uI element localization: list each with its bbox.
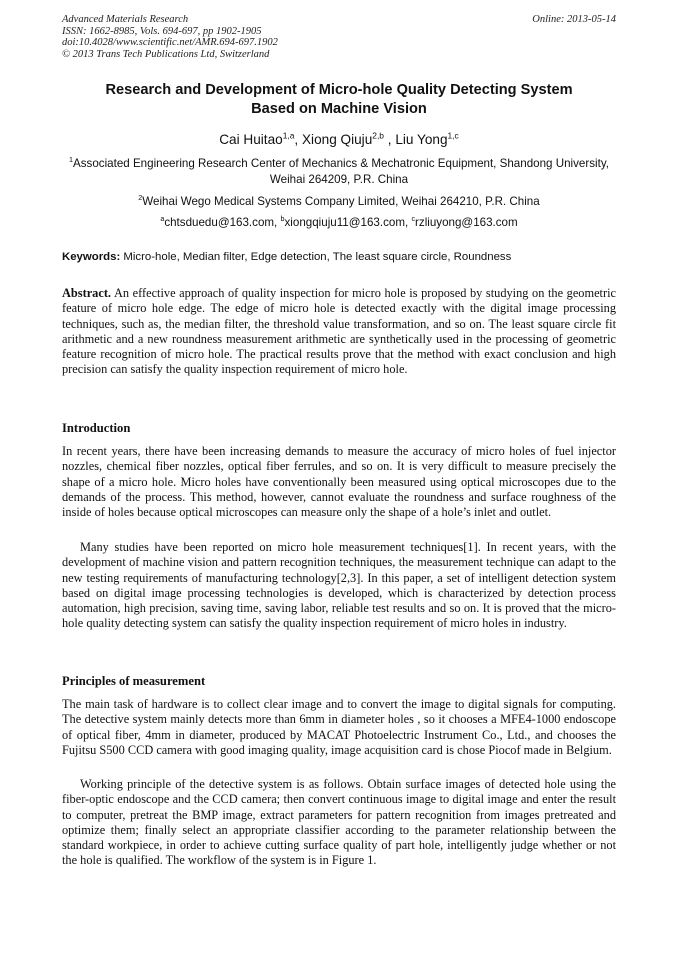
author-1: Cai Huitao [219, 132, 283, 147]
affiliation-2 [62, 194, 616, 210]
journal-name: Advanced Materials Research [62, 14, 189, 25]
author-separator: , [383, 132, 396, 147]
principles-heading: Principles of measurement [62, 674, 206, 688]
email-a: chtsduedu@163.com, [164, 216, 281, 229]
introduction-paragraph-2: Many studies have been reported on micro hole measurement techniques[1]. In recent years, with the development of machine vision and pattern recognition techniques, the measurement technique can adapt to the new testing requirements of manufacturing technology[2,3]. In this paper, a set of intelligent detection system based on digital image processing technologies is developed, which is characterized by detection process automation, high precision, saving time, saving labor, reliable test results and so on. It is proved that the micro-hole quality detecting system can satisfy the quality inspection requirement of micro holes in industry. [62, 540, 616, 631]
principles-paragraph-1: The main task of hardware is to collect clear image and to convert the image to digital signals for computing. The detective system mainly detects more than 6mm in diameter holes , so it chooses a MFE4-1000 endoscope of optical fiber, 4mm in diameter, produced by MACAT Photoelectric Instrument Co., Ltd., and chooses the Fujitsu S500 CCD camera with good imaging quality, image acquisition card is chose Piocof made in Belgium. [62, 697, 616, 757]
affiliation-1-text: Associated Engineering Research Center of Mechanics & Mechatronic Equipment, Shandong University, Weihai 264209, P.R. China [73, 157, 609, 186]
abstract [62, 286, 616, 378]
author-2: Xiong Qiuju [301, 132, 373, 147]
copyright-line: © 2013 Trans Tech Publications Ltd, Switzerland [62, 48, 270, 60]
email-c: rzliuyong@163.com [415, 216, 518, 229]
author-3-mark: 1,c [447, 130, 459, 141]
affiliation-2-text: Weihai Wego Medical Systems Company Limited, Weihai 264210, P.R. China [142, 195, 540, 208]
abstract-text: An effective approach of quality inspection for micro hole is proposed by studying on the geometric feature of micro hole edge. The edge of micro hole is detected exactly with the digital image processing techniques, such as, the median filter, the threshold value transformation, and so on. The least square circle fit arithmetic and a new roundness measurement arithmetic are synthetically used in the processing of geometric feature recognition of micro hole. The practical results prove that the method with exact conclusion and high precision can satisfy the quality inspection requirement of micro hole. [62, 286, 616, 377]
email-b-mark: b [280, 214, 285, 224]
affiliation-1-mark: 1 [69, 155, 74, 165]
keywords-label: Keywords: [62, 251, 121, 263]
title-line-2: Based on Machine Vision [251, 101, 427, 117]
abstract-label: Abstract. [62, 286, 112, 300]
affiliation-2-mark: 2 [138, 193, 143, 203]
author-1-mark: 1,a [282, 130, 295, 141]
email-c-mark: c [411, 214, 416, 224]
author-list [62, 131, 616, 149]
issn-line: ISSN: 1662-8985, Vols. 694-697, pp 1902-1905 [62, 25, 262, 37]
email-a-mark: a [160, 214, 165, 224]
keywords-text: Micro-hole, Median filter, Edge detection, The least square circle, Roundness [120, 251, 512, 263]
principles-paragraph-2: Working principle of the detective system is as follows. Obtain surface images of detected hole using the fiber-optic endoscope and the CCD camera; then convert continuous image to digital image and enter the result to computer, pretreat the BMP image, extract parameters for pattern recognition from images pretreated and optimize them; finally select an appropriate classifier according to the parameter relationship between the standard workpiece, in order to achieve cutting surface quality of part hole, intelligently judge whether or not the hole is qualified. The workflow of the system is in Figure 1. [62, 777, 616, 868]
introduction-paragraph-1: In recent years, there have been increasing demands to measure the accuracy of micro holes of fuel injector nozzles, chemical fiber nozzles, optical fiber ferrules, and so on. It is very difficult to measure precisely the shape of a micro hole. Micro holes have conventionally been measured using optical microscopes due to the demands of the process. This method, however, cannot evaluate the roundness and surface roughness of the inside of holes because optical microscopes can measure only the shape of a hole’s inlet and outlet. [62, 444, 616, 520]
doi-line: doi:10.4028/www.scientific.net/AMR.694-697.1902 [62, 37, 278, 49]
keywords [62, 250, 616, 265]
introduction-heading: Introduction [62, 421, 131, 435]
author-emails [62, 215, 616, 231]
online-date: Online: 2013-05-14 [532, 14, 616, 25]
email-b: xiongqiuju11@163.com, [284, 216, 412, 229]
author-separator: , [294, 132, 302, 147]
author-2-mark: 2,b [372, 130, 384, 141]
journal-header [62, 14, 616, 60]
author-3: Liu Yong [395, 132, 448, 147]
paper-title [62, 81, 616, 119]
title-line-1: Research and Development of Micro-hole Quality Detecting System [105, 82, 573, 98]
affiliation-1 [62, 156, 616, 187]
